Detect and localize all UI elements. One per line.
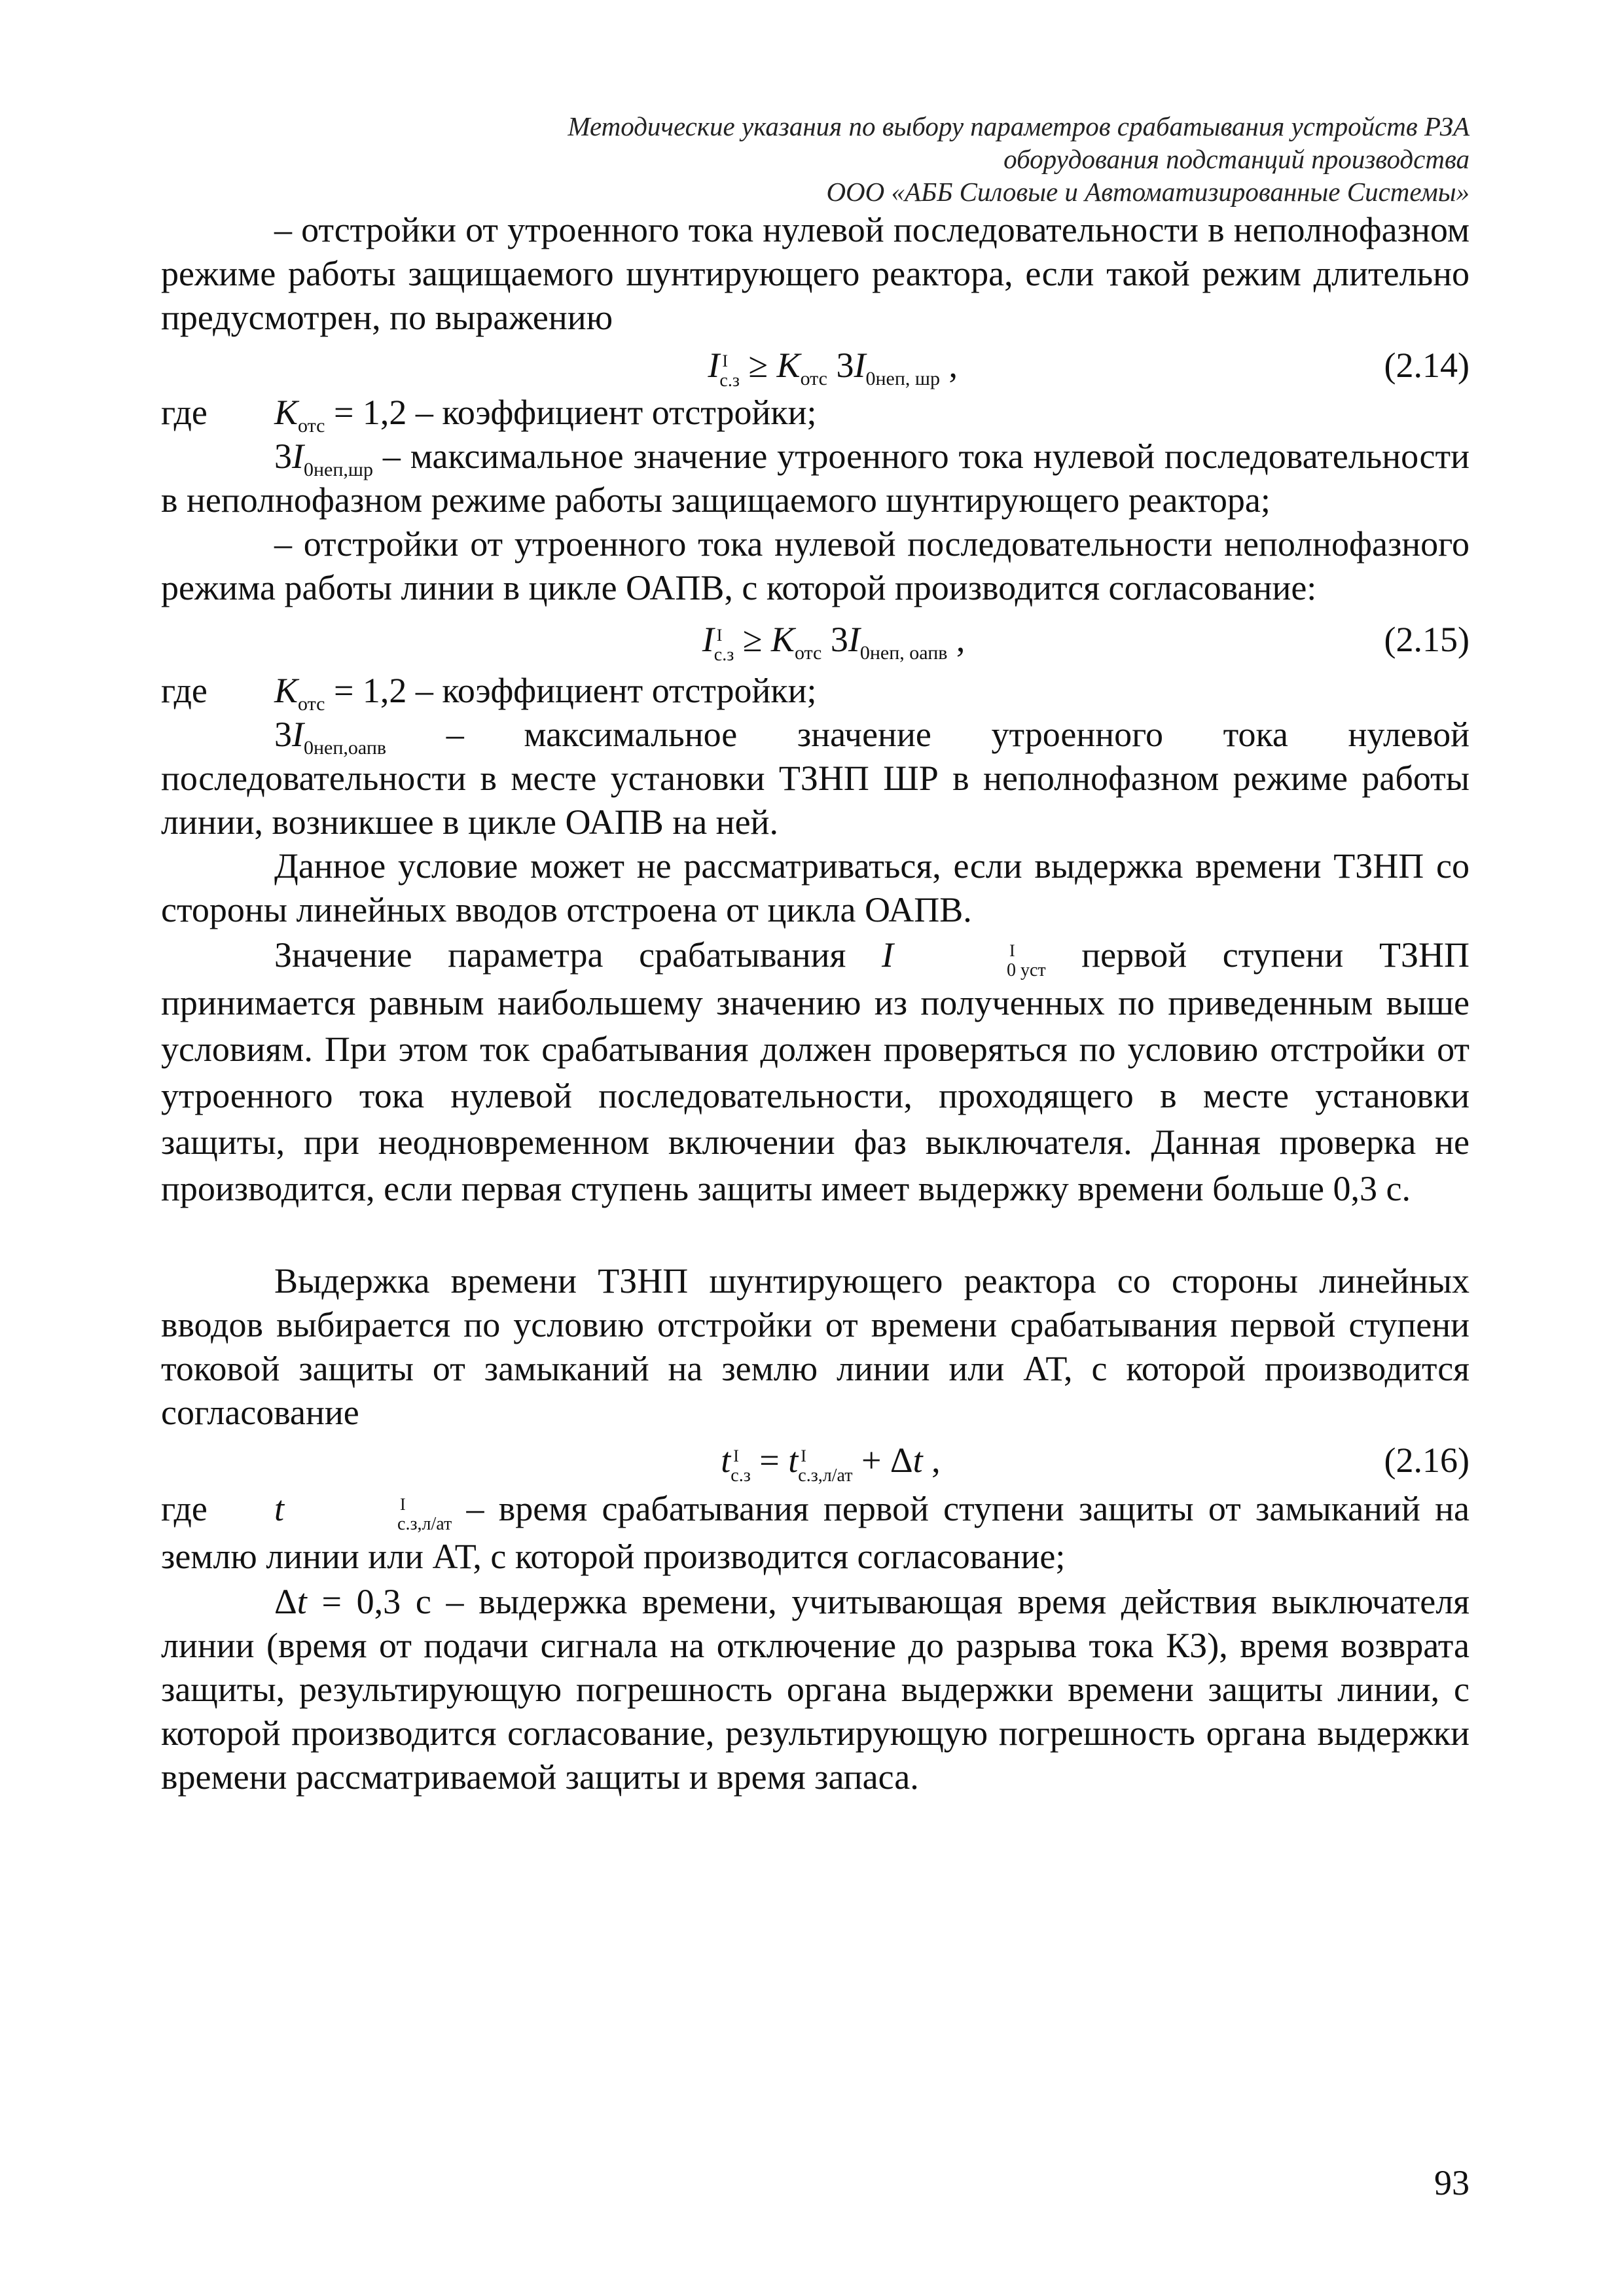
paragraph-setting-value: Значение параметра срабатывания I I 0 уст первой ступени ТЗНП принимается равным наибольшему значению из полученных по приведенным выше условиям. При этом ток срабатывания должен проверяться по условию отстройки от утроенного тока нулевой последовательности, проходящего в месте установки защиты, при неодновременном включении фаз выключателя. Данная проверка не производится, если первая ступень защиты имеет выдержку времени больше 0,3 с. <box>161 935 1470 1208</box>
paragraph-oapv-note: Данное условие может не рассматриваться, если выдержка времени ТЗНП со стороны линейных вводов отстроена от цикла ОАПВ. <box>161 846 1470 929</box>
paragraph-condition-2: – отстройки от утроенного тока нулевой последовательности неполнофазного режима работы линии в цикле ОАПВ, с которой производится согласование: <box>161 524 1470 607</box>
definition-delta-t: Δt = 0,3 с – выдержка времени, учитывающая время действия выключателя линии (время от подачи сигнала на отключение до разрыва тока КЗ), время возврата защиты, результирующую погрешность органа выдержки времени защиты линии, с которой производится согласование, результирующую погрешность органа выдержки времени рассматриваемой защиты и время запаса. <box>161 1582 1470 1797</box>
page-body <box>161 208 1470 1799</box>
equation-2-15 <box>161 610 1470 669</box>
paragraph-gap <box>161 1212 1470 1259</box>
header-line-3: ООО «АББ Силовые и Автоматизированные Системы» <box>826 177 1470 207</box>
page-number: 93 <box>1434 2163 1470 2202</box>
header-line-1: Методические указания по выбору параметров срабатывания устройств РЗА <box>568 111 1470 141</box>
equation-2-14 <box>161 340 1470 391</box>
equation-number-2-14: (2.14) <box>1384 346 1470 385</box>
header-line-2: оборудования подстанций производства <box>1003 144 1470 174</box>
paragraph-condition-1: – отстройки от утроенного тока нулевой последовательности в неполнофазном режиме работы защищаемого шунтирующего реактора, если такой режим длительно предусмотрен, по выражению <box>161 210 1470 337</box>
where-k-2-15: где $K_{отс} = 1,2$ – коэффициент отстройки; <box>161 671 817 715</box>
formula-2-15: I I $с.з \ge K_{отс}$ $3I_{0неп, оапв}$ , <box>702 620 965 665</box>
equation-number-2-15: (2.15) <box>1384 620 1470 659</box>
running-header <box>357 110 1470 208</box>
equation-2-16 <box>161 1435 1470 1486</box>
formula-2-16: t I с.з = t I с.з,л/ат + Δt , <box>721 1441 941 1486</box>
definition-3i0-nep-shr: $3I_{0неп,шр}$ – максимальное значение утроенного тока нулевой последовательности в неполнофазном режиме работы защищаемого шунтирующего реактора; <box>161 437 1470 520</box>
where-t-2-16: где t I с.з,л/ат – время срабатывания первой ступени защиты от замыканий на землю линии или АТ, с которой производится согласование; <box>161 1489 1470 1576</box>
definition-3i0-nep-oapv: $3I_{0неп,оапв}$ – максимальное значение утроенного тока нулевой последовательности в месте установки ТЗНП ШР в неполнофазном режиме работы линии, возникшее в цикле ОАПВ на ней. <box>161 715 1470 842</box>
equation-number-2-16: (2.16) <box>1384 1441 1470 1480</box>
formula-2-14: I I $с.з \ge K_{отс}$ $3I_{0неп, шр}$ , <box>708 346 958 391</box>
paragraph-time-delay: Выдержка времени ТЗНП шунтирующего реактора со стороны линейных вводов выбирается по условию отстройки от времени срабатывания первой ступени токовой защиты от замыканий на землю линии или АТ, с которой производится согласование <box>161 1261 1470 1432</box>
where-k-2-14: где $K_{отс} = 1,2$ – коэффициент отстройки; <box>161 393 817 437</box>
